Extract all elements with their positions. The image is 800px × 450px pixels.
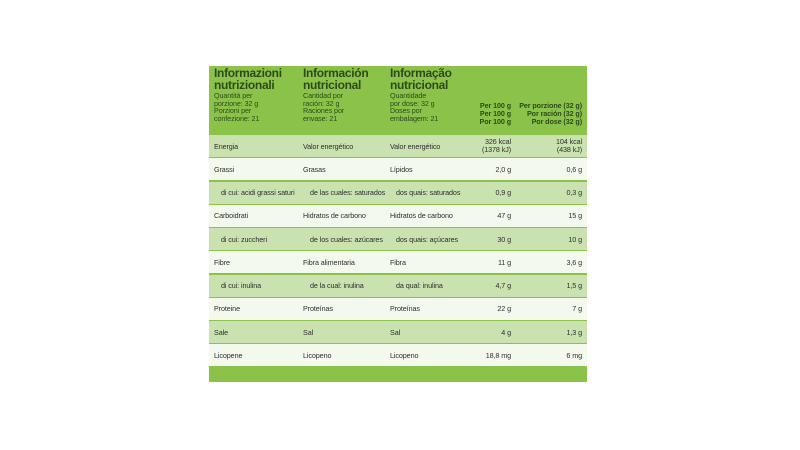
- row-label-es: Fibra alimentaria: [303, 257, 355, 267]
- row-value-per100: 4,7 g: [495, 281, 511, 290]
- row-value-per100: 2,0 g: [495, 164, 511, 174]
- row-value-per100: 30 g: [497, 234, 511, 244]
- row-label-es: de las cuales: saturados: [310, 188, 386, 197]
- table-row-energy: [209, 135, 587, 157]
- table-row-salt: [209, 321, 587, 343]
- header-col-spanish: [303, 67, 368, 122]
- per-portion-header: Per porzione (32 g) Por ración (32 g) Por dose (32 g): [519, 101, 582, 126]
- row-label-it: di cui: acidi grassi saturi: [221, 188, 295, 197]
- nutrition-rows: [209, 135, 587, 368]
- row-label-es: Valor energético: [303, 141, 354, 151]
- row-value-portion: 7 g: [572, 304, 582, 314]
- row-value-portion: 104 kcal (438 kJ): [556, 137, 582, 154]
- row-label-es: Grasas: [303, 164, 326, 174]
- title-spanish: Información nutricional: [303, 66, 369, 92]
- row-value-per100: 18,8 mg: [485, 350, 511, 360]
- row-value-per100: 47 g: [497, 211, 511, 221]
- row-label-pt: Lípidos: [390, 164, 413, 174]
- row-label-it: Licopene: [214, 350, 243, 360]
- row-label-pt: Fibra: [390, 257, 406, 267]
- row-label-it: di cui: inulina: [221, 281, 262, 290]
- table-row-fat: [209, 158, 587, 180]
- row-label-es: de los cuales: azúcares: [310, 234, 383, 244]
- table-row-inulin: [209, 275, 587, 297]
- header-col-portuguese: [390, 67, 452, 122]
- row-label-it: Grassi: [214, 164, 235, 174]
- nutrition-header: [209, 66, 587, 135]
- row-label-es: de la cual: inulina: [310, 281, 364, 290]
- table-row-fibre: [209, 251, 587, 273]
- row-value-per100: 11 g: [497, 257, 511, 267]
- subtitle-spanish: Cantidad por ración: 32 g Raciones por envase: 21: [303, 91, 345, 123]
- subtitle-italian: Quantità per porzione: 32 g Porzioni per confezione: 21: [214, 91, 260, 123]
- row-value-per100: 22 g: [497, 304, 511, 314]
- table-row-lycopene: [209, 344, 587, 366]
- subtitle-portuguese: Quantidade por dose: 32 g Doses por embalagem: 21: [390, 91, 439, 123]
- row-label-es: Hidratos de carbono: [303, 211, 366, 221]
- per-100g-header: Per 100 g Per 100 g Por 100 g: [479, 101, 511, 126]
- row-label-it: Proteine: [214, 304, 240, 314]
- row-label-pt: Sal: [390, 327, 401, 337]
- row-value-portion: 1,3 g: [566, 327, 582, 337]
- row-value-portion: 3,6 g: [566, 257, 582, 267]
- row-label-pt: Licopeno: [390, 350, 419, 360]
- row-value-portion: 6 mg: [566, 350, 582, 360]
- row-value-portion: 1,5 g: [566, 281, 582, 290]
- row-label-pt: Hidratos de carbono: [390, 211, 453, 221]
- header-col-italian: [214, 67, 282, 122]
- row-label-pt: da qual: inulina: [396, 281, 443, 290]
- row-value-portion: 0,6 g: [566, 164, 582, 174]
- row-label-it: Fibre: [214, 257, 230, 267]
- row-label-it: di cui: zuccheri: [221, 234, 267, 244]
- title-italian: Informazioni nutrizionali: [214, 66, 282, 92]
- row-value-per100: 0,9 g: [495, 188, 511, 197]
- row-label-es: Licopeno: [303, 350, 332, 360]
- footer-band: [209, 372, 587, 382]
- row-label-it: Carboidrati: [214, 211, 249, 221]
- row-label-it: Energia: [214, 141, 239, 151]
- row-label-it: Sale: [214, 327, 228, 337]
- row-label-pt: dos quais: saturados: [396, 188, 461, 197]
- row-label-es: Proteínas: [303, 304, 333, 314]
- title-portuguese: Informação nutricional: [390, 66, 452, 92]
- row-label-es: Sal: [303, 327, 314, 337]
- row-value-per100: 4 g: [501, 327, 511, 337]
- table-row-carbohydrates: [209, 205, 587, 227]
- table-row-saturated: [209, 182, 587, 204]
- table-row-sugars: [209, 228, 587, 250]
- row-value-portion: 0,3 g: [566, 188, 582, 197]
- nutrition-label: [209, 66, 587, 382]
- row-label-pt: Valor energético: [390, 141, 441, 151]
- table-row-protein: [209, 298, 587, 320]
- row-value-portion: 15 g: [568, 211, 582, 221]
- row-label-pt: Proteínas: [390, 304, 420, 314]
- row-value-portion: 10 g: [568, 234, 582, 244]
- row-label-pt: dos quais: açúcares: [396, 234, 459, 244]
- row-value-per100: 326 kcal (1378 kJ): [481, 137, 511, 154]
